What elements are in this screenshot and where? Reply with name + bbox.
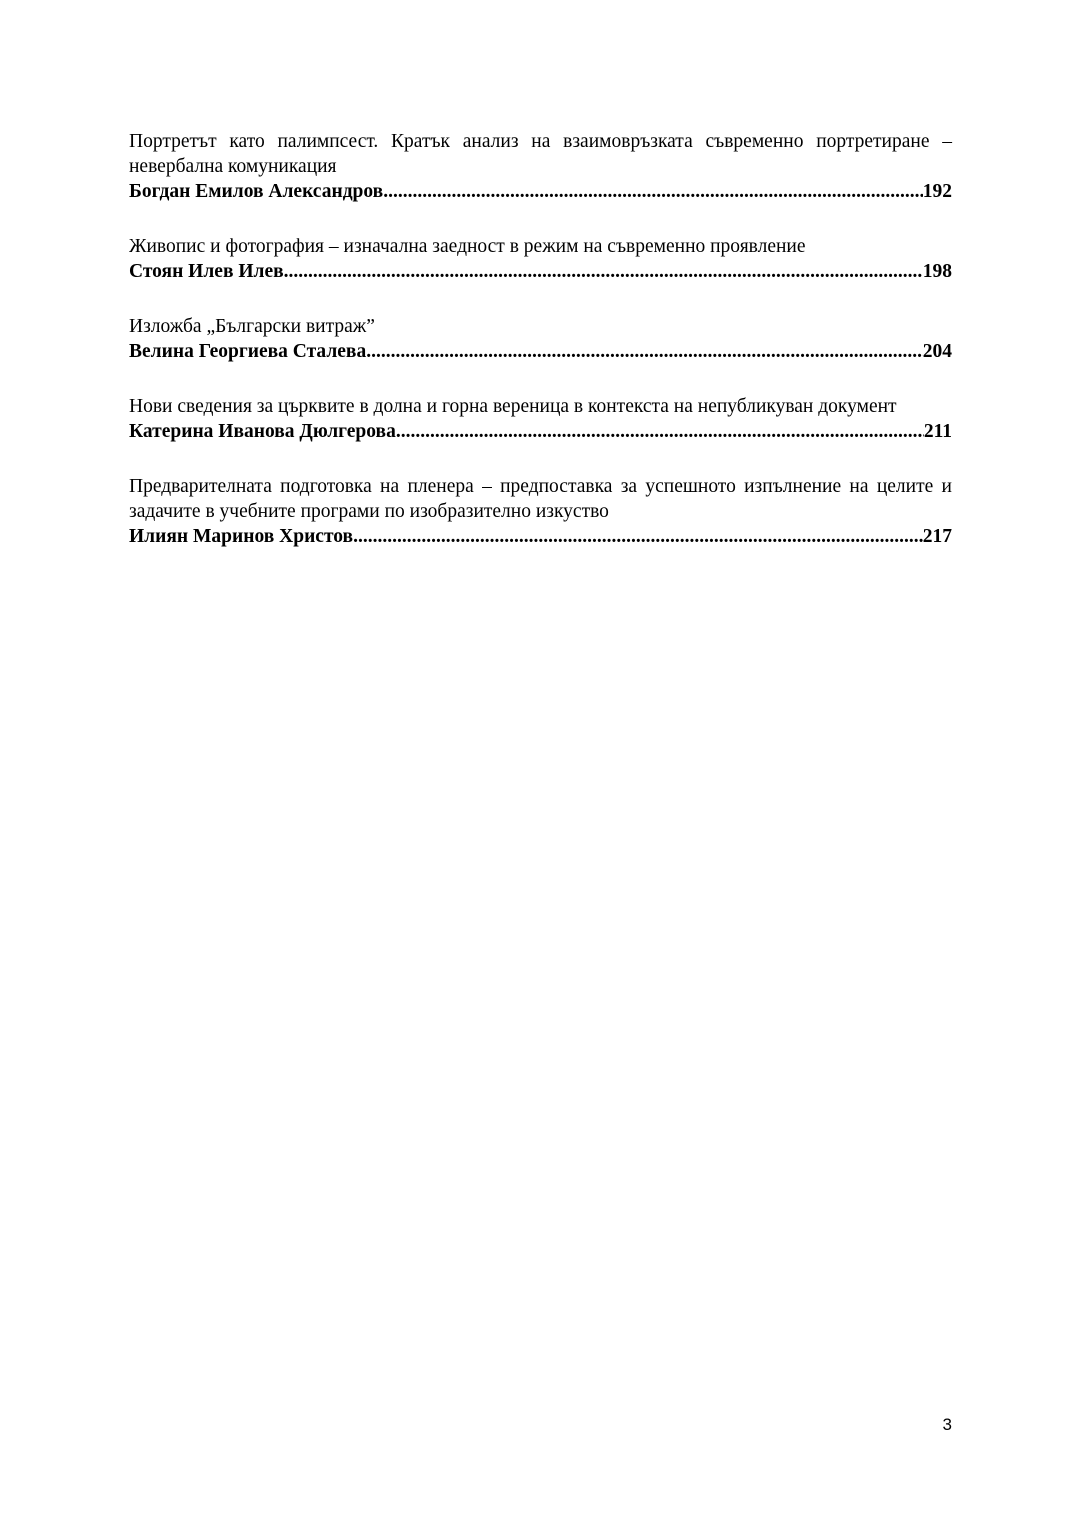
toc-entry [129, 474, 952, 549]
toc-entry-author: Стоян Илев Илев [129, 261, 284, 282]
table-of-contents [129, 129, 952, 579]
dot-leader [284, 259, 923, 284]
dot-leader [366, 339, 923, 364]
toc-entry [129, 394, 952, 444]
toc-entry [129, 234, 952, 284]
toc-entry-page-number: 204 [922, 341, 952, 362]
toc-entry-title: Портретът като палимпсест. Кратък анализ на взаимовръзката съвременно портретиране – невербална комуникация [129, 131, 952, 177]
toc-entry-author: Катерина Иванова Дюлгерова [129, 421, 396, 442]
toc-entry-page-number: 211 [923, 421, 952, 442]
toc-entry [129, 314, 952, 364]
page-number: 3 [942, 1415, 952, 1434]
toc-entry-byline [129, 179, 952, 204]
toc-entry-byline [129, 259, 952, 284]
toc-entry-byline [129, 419, 952, 444]
dot-leader [383, 179, 923, 204]
toc-entry-byline [129, 524, 952, 549]
dot-leader [396, 419, 924, 444]
toc-entry-page-number: 198 [922, 261, 952, 282]
toc-entry-title: Предварителната подготовка на пленера – предпоставка за успешното изпълнение на целите и задачите в учебните програми по изобразително изкуство [129, 476, 952, 522]
toc-entry-title: Изложба „Български витраж” [129, 316, 375, 337]
toc-entry-byline [129, 339, 952, 364]
toc-entry-page-number: 192 [922, 181, 952, 202]
toc-entry-title: Живопис и фотография – изначална заедност в режим на съвременно проявление [129, 236, 806, 257]
toc-entry [129, 129, 952, 204]
toc-entry-page-number: 217 [922, 526, 952, 547]
toc-entry-author: Велина Георгиева Сталева [129, 341, 367, 362]
toc-entry-author: Богдан Емилов Александров [129, 181, 384, 202]
dot-leader [353, 524, 923, 549]
toc-entry-author: Илиян Маринов Христов [129, 526, 354, 547]
toc-entry-title: Нови сведения за църквите в долна и горна вереница в контекста на непубликуван документ [129, 396, 897, 417]
